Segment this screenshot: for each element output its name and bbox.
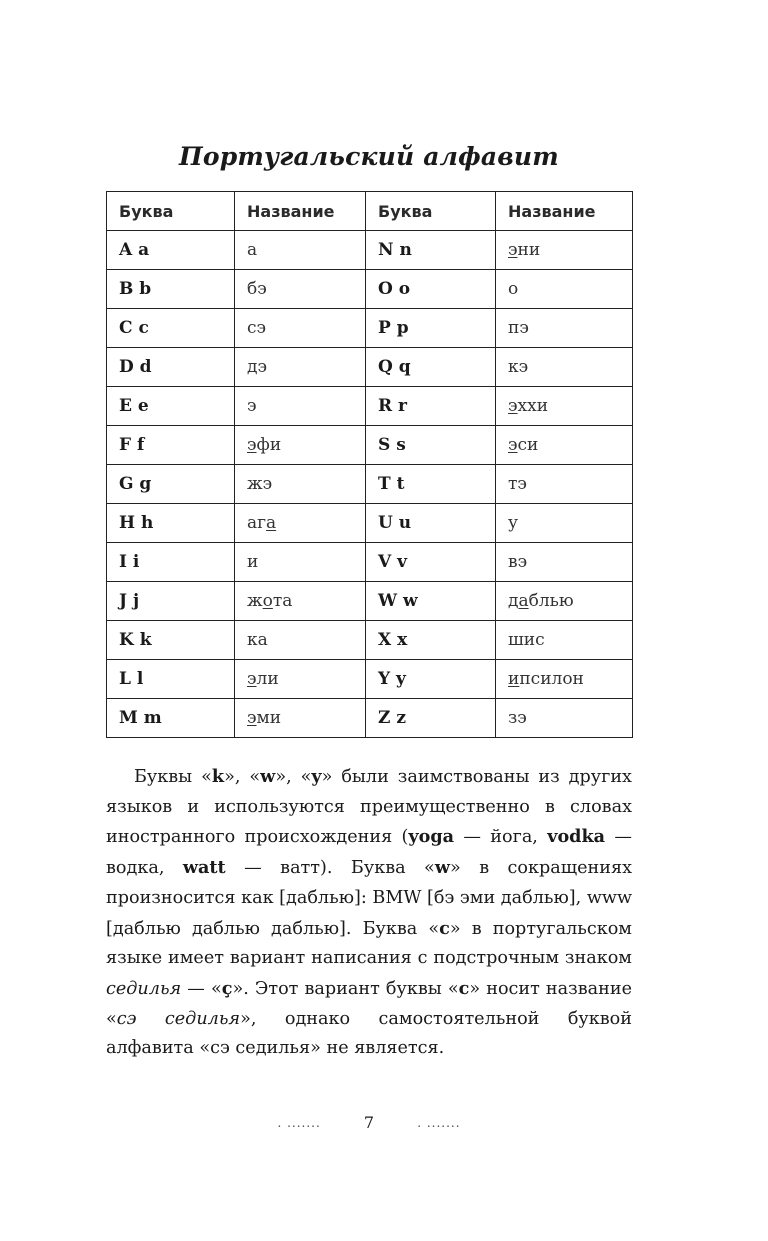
letter-name-cell: шис bbox=[496, 621, 633, 660]
letter-cell: H h bbox=[107, 504, 235, 543]
table-row bbox=[107, 231, 633, 270]
letter-cell: N n bbox=[366, 231, 496, 270]
letter-name-cell: эси bbox=[496, 426, 633, 465]
letter-cell: M m bbox=[107, 699, 235, 738]
letter-cell: F f bbox=[107, 426, 235, 465]
letter-name-cell: жэ bbox=[235, 465, 366, 504]
letter-name-cell: эхxи bbox=[496, 387, 633, 426]
letter-name-cell: у bbox=[496, 504, 633, 543]
letter-cell: X x bbox=[366, 621, 496, 660]
letter-cell: G g bbox=[107, 465, 235, 504]
table-body bbox=[107, 231, 633, 738]
letter-cell: I i bbox=[107, 543, 235, 582]
letter-cell: T t bbox=[366, 465, 496, 504]
table-row bbox=[107, 387, 633, 426]
letter-cell: O o bbox=[366, 270, 496, 309]
paragraph-text: Буквы «k», «w», «y» были заимствованы из других языков и используются преимущественно в словах иностранного происхождения (yoga — йога, vodka — водка, watt — ватт). Буква «w» в сокращениях произносится как [даблью]: BMW [бэ эми даблью], www [даблью даблью даблью]. Буква «c» в португальском языке имеет вариант написания с подстрочным знаком седилья — «ç». Этот вариант буквы «c» носит название «сэ седилья», однако самостоятельной буквой алфавита «сэ седилья» не является. bbox=[106, 766, 633, 1059]
letter-name-cell: эфи bbox=[235, 426, 366, 465]
page-title: Португальский алфавит bbox=[179, 142, 559, 171]
letter-name-cell: пэ bbox=[496, 309, 633, 348]
page-number: 7 bbox=[363, 1113, 375, 1132]
letter-name-cell: и bbox=[235, 543, 366, 582]
letter-cell: L l bbox=[107, 660, 235, 699]
letter-cell: A a bbox=[107, 231, 235, 270]
letter-name-cell: о bbox=[496, 270, 633, 309]
letter-cell: E e bbox=[107, 387, 235, 426]
letter-name-cell: э bbox=[235, 387, 366, 426]
letter-name-cell: ага bbox=[235, 504, 366, 543]
footer-dots-right: . ....... bbox=[417, 1115, 461, 1130]
table-row bbox=[107, 465, 633, 504]
table-row bbox=[107, 660, 633, 699]
table-row bbox=[107, 309, 633, 348]
letter-name-cell: даблью bbox=[496, 582, 633, 621]
letter-cell: Q q bbox=[366, 348, 496, 387]
letter-cell: C c bbox=[107, 309, 235, 348]
table-row bbox=[107, 426, 633, 465]
letter-name-cell: вэ bbox=[496, 543, 633, 582]
letter-name-cell: тэ bbox=[496, 465, 633, 504]
table-row bbox=[107, 699, 633, 738]
header-letter: Буква bbox=[107, 192, 235, 231]
letter-cell: V v bbox=[366, 543, 496, 582]
letter-name-cell: ка bbox=[235, 621, 366, 660]
letter-name-cell: эли bbox=[235, 660, 366, 699]
table-row bbox=[107, 543, 633, 582]
letter-cell: K k bbox=[107, 621, 235, 660]
letter-name-cell: а bbox=[235, 231, 366, 270]
header-name: Название bbox=[235, 192, 366, 231]
table-row bbox=[107, 270, 633, 309]
letter-cell: R r bbox=[366, 387, 496, 426]
letter-cell: B b bbox=[107, 270, 235, 309]
letter-cell: W w bbox=[366, 582, 496, 621]
table-header-row bbox=[107, 192, 633, 231]
table-row bbox=[107, 348, 633, 387]
letter-cell: J j bbox=[107, 582, 235, 621]
letter-cell: Y y bbox=[366, 660, 496, 699]
footer-dots-left: . ....... bbox=[277, 1115, 321, 1130]
letter-name-cell: эни bbox=[496, 231, 633, 270]
letter-name-cell: жота bbox=[235, 582, 366, 621]
letter-cell: P p bbox=[366, 309, 496, 348]
letter-cell: D d bbox=[107, 348, 235, 387]
page-footer bbox=[0, 1112, 738, 1132]
letter-name-cell: сэ bbox=[235, 309, 366, 348]
letter-cell: U u bbox=[366, 504, 496, 543]
letter-name-cell: зэ bbox=[496, 699, 633, 738]
letter-cell: Z z bbox=[366, 699, 496, 738]
letter-name-cell: дэ bbox=[235, 348, 366, 387]
header-letter: Буква bbox=[366, 192, 496, 231]
letter-name-cell: ипсилон bbox=[496, 660, 633, 699]
letter-name-cell: бэ bbox=[235, 270, 366, 309]
table-row bbox=[107, 621, 633, 660]
letter-cell: S s bbox=[366, 426, 496, 465]
alphabet-table bbox=[106, 191, 633, 738]
letter-name-cell: эми bbox=[235, 699, 366, 738]
table-row bbox=[107, 504, 633, 543]
body-paragraph bbox=[106, 762, 632, 1064]
header-name: Название bbox=[496, 192, 633, 231]
table-row bbox=[107, 582, 633, 621]
letter-name-cell: кэ bbox=[496, 348, 633, 387]
